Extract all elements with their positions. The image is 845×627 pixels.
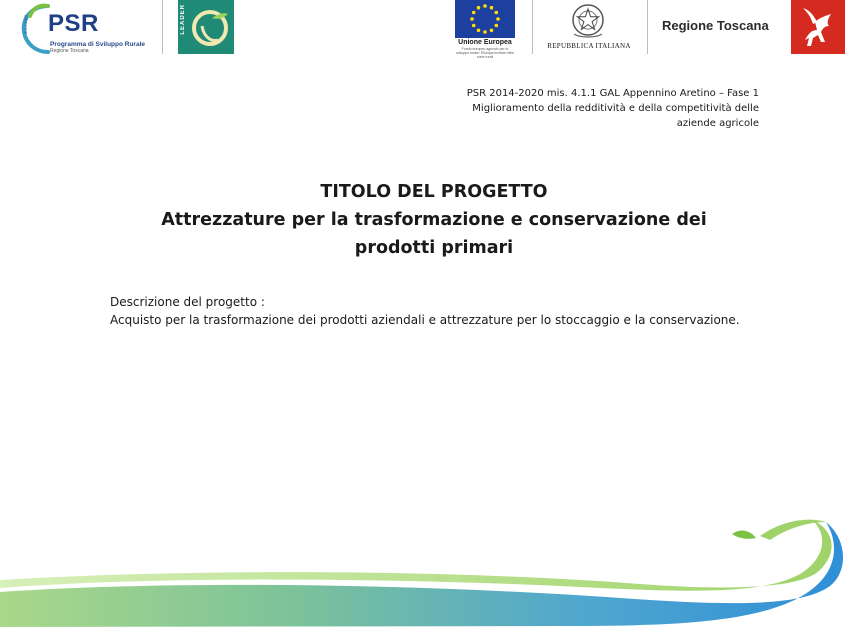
repubblica-logo-label: REPUBBLICA ITALIANA: [547, 42, 631, 50]
psr-logo-region: Regione Toscana: [50, 48, 89, 54]
toscana-logo-label: Regione Toscana: [662, 18, 769, 33]
header-divider: [647, 0, 648, 54]
decorative-swoosh: [0, 500, 845, 627]
title-line: Attrezzature per la trasformazione e conservazione dei: [161, 210, 707, 230]
reference-line: aziende agricole: [676, 118, 759, 129]
pegasus-icon: [791, 0, 845, 54]
eu-logo-title: Unione Europea: [458, 39, 512, 46]
document-reference: [449, 86, 759, 131]
project-description: [110, 293, 740, 329]
title-line: prodotti primari: [354, 238, 514, 258]
project-title: [100, 178, 768, 262]
leader-emblem-icon: [188, 4, 232, 50]
leader-logo-text: LEADER: [180, 4, 186, 35]
description-text: Acquisto per la trasformazione dei prodotti aziendali e attrezzature per lo stoccaggio e la conservazione.: [110, 313, 740, 327]
header-divider: [162, 0, 163, 54]
eu-logo-subtitle: Fondo europeo agricolo per lo sviluppo rurale: l'Europa investe nelle zone rurali: [456, 47, 514, 59]
psr-year-tag: 2014-2020: [23, 14, 28, 34]
psr-logo-abbr: PSR: [48, 10, 99, 37]
psr-logo-name: Programma di Sviluppo Rurale: [50, 41, 145, 48]
header-divider: [532, 0, 533, 54]
italian-emblem-icon: [568, 0, 608, 40]
description-label: Descrizione del progetto :: [110, 295, 265, 309]
reference-line: PSR 2014-2020 mis. 4.1.1 GAL Appennino Aretino – Fase 1: [466, 88, 759, 99]
eu-stars-icon: [455, 0, 515, 38]
reference-line: Miglioramento della redditività e della competitività delle: [472, 103, 759, 114]
title-heading: TITOLO DEL PROGETTO: [320, 182, 548, 202]
